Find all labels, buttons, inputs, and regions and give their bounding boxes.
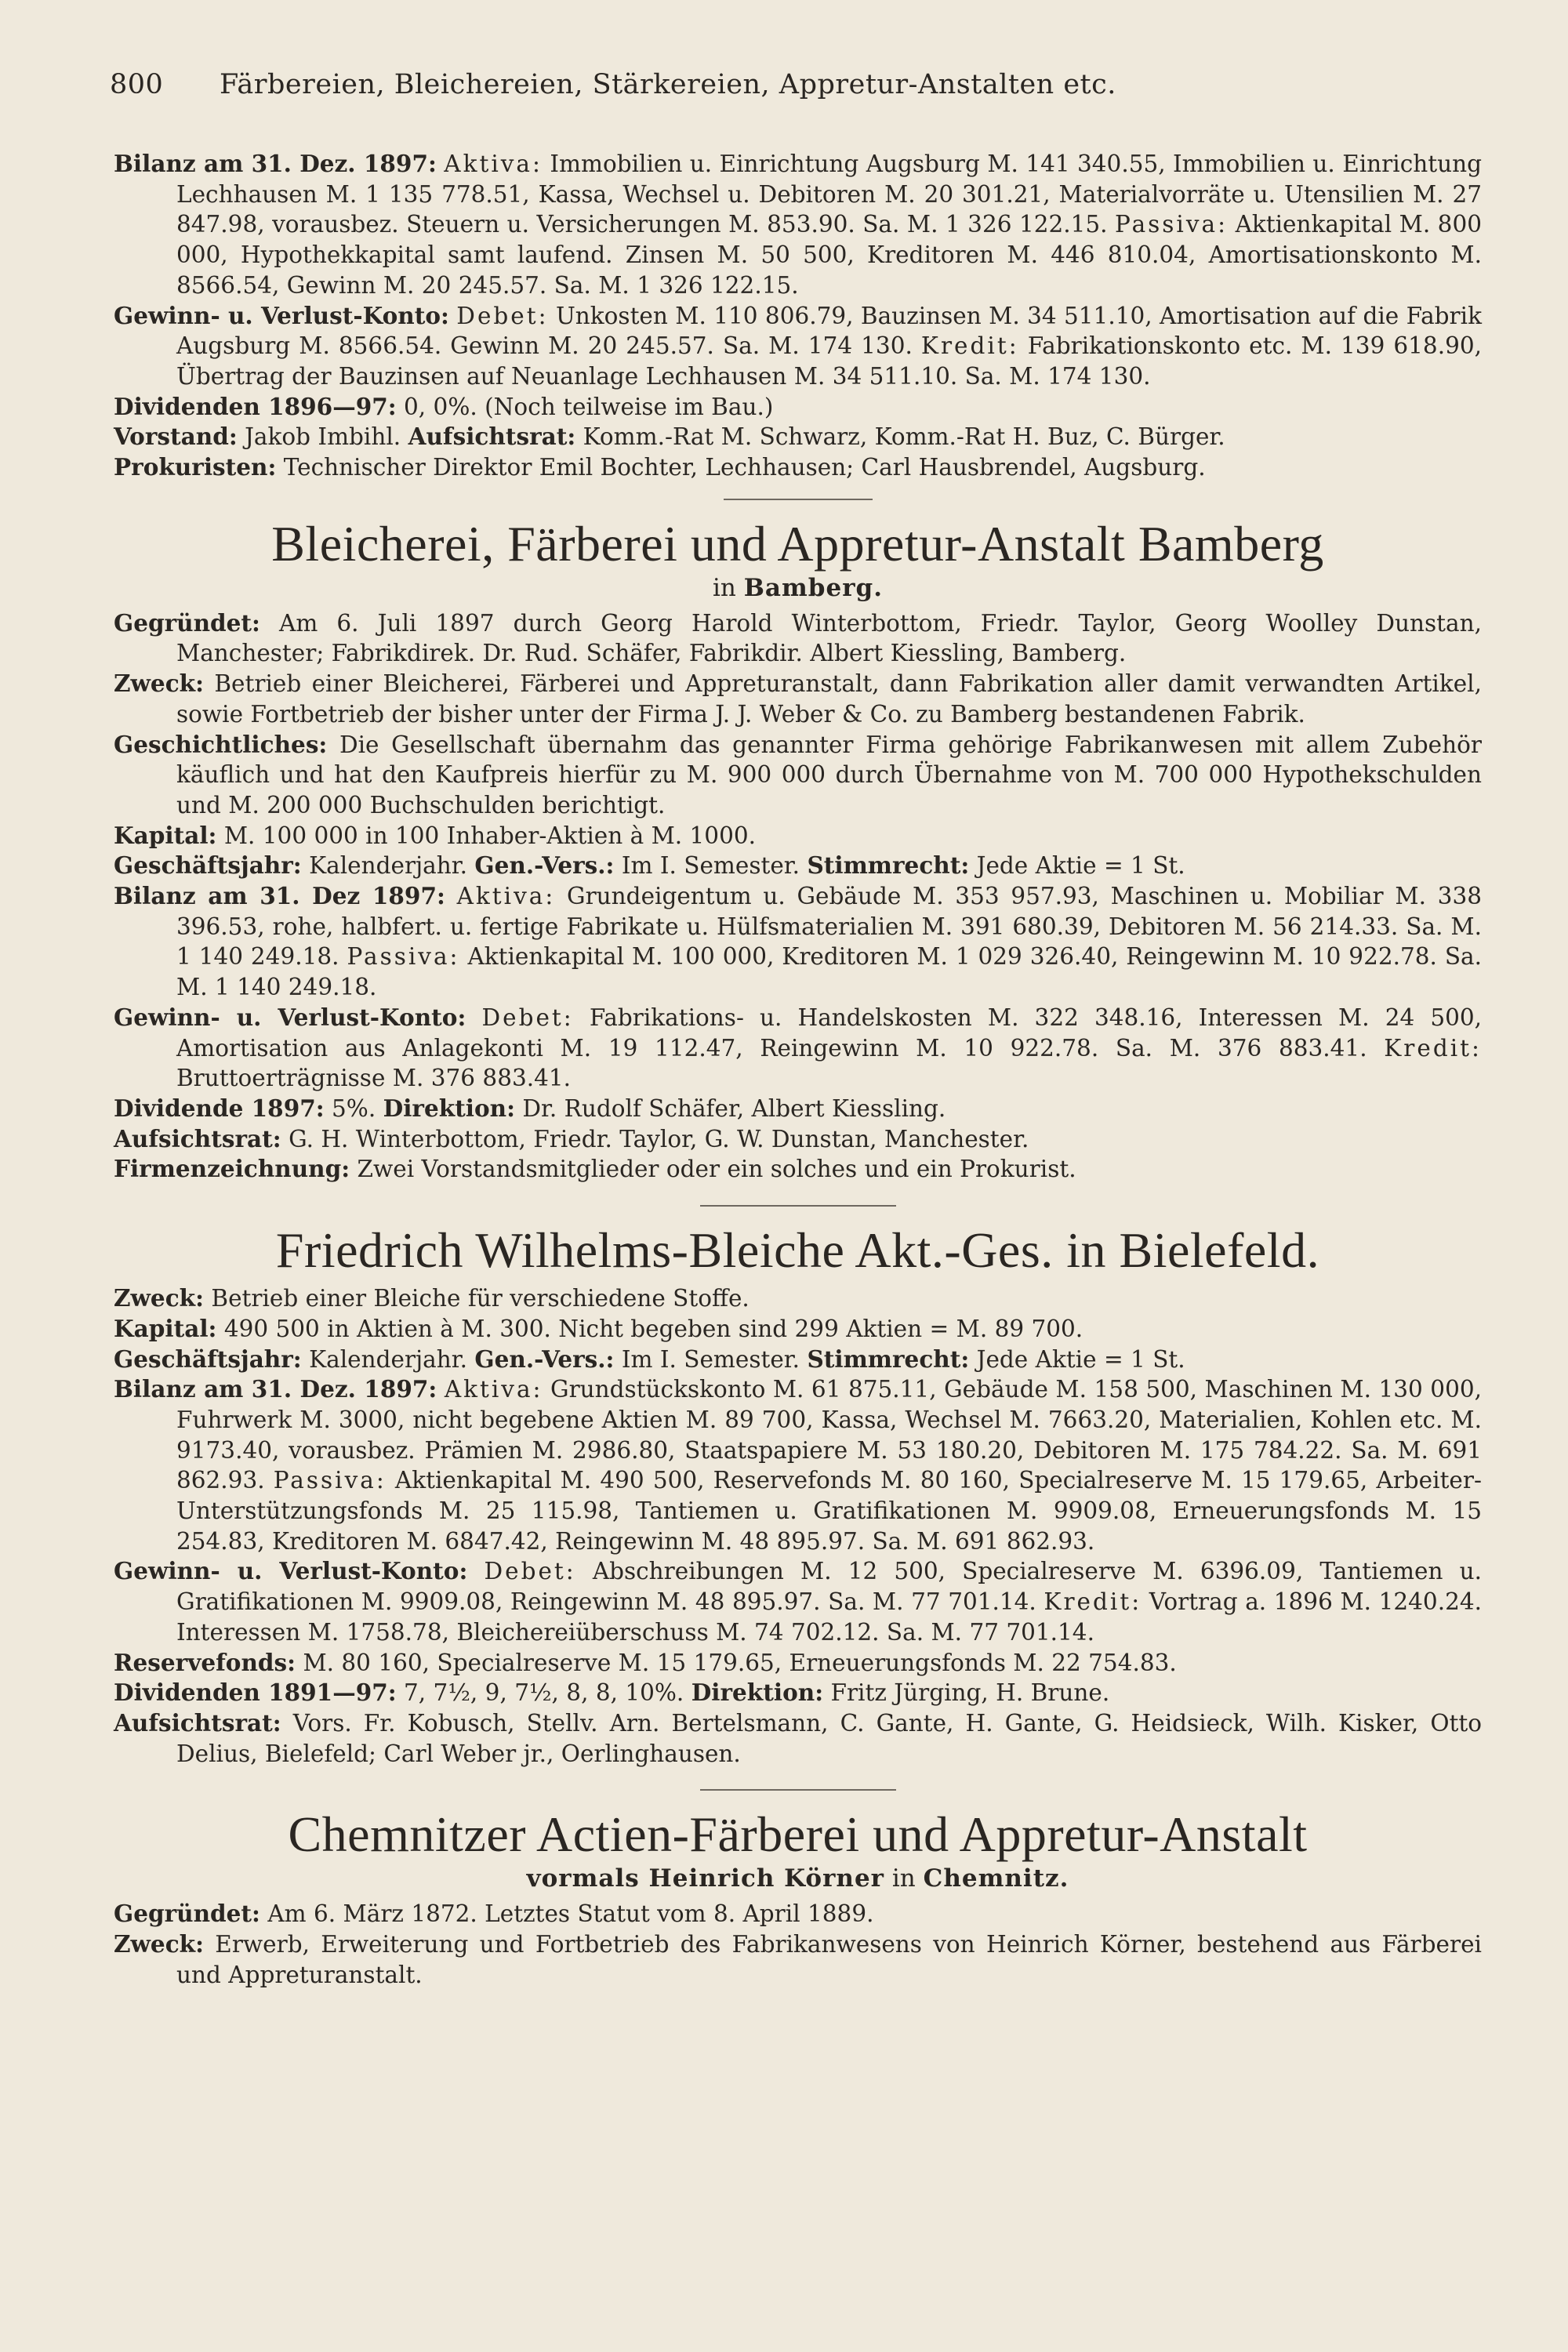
- page-content: [114, 149, 1482, 1990]
- company-subtitle-chemnitz: [114, 1863, 1482, 1894]
- text-direktion: Fritz Jürging, H. Brune.: [830, 1679, 1110, 1707]
- entry-gegruendet: [114, 608, 1482, 669]
- text-guv-debet: Unkosten M. 110 806.79, Bauzinsen M. 34 511.10, Amortisation auf die Fabrik Augsburg M. 8566.54. Gewinn M. 20 245.57. Sa. M. 174 130.: [176, 302, 1482, 360]
- label-dividenden: Dividenden 1891—97:: [114, 1679, 397, 1707]
- text-gegruendet: Am 6. März 1872. Letztes Statut vom 8. April 1889.: [267, 1900, 874, 1928]
- text-geschaeftsjahr: Kalenderjahr.: [309, 1345, 468, 1373]
- entry-aufsichtsrat: [114, 1124, 1482, 1155]
- text-gen-vers: Im I. Semester.: [621, 1345, 800, 1373]
- label-bilanz: Bilanz am 31. Dez. 1897:: [114, 150, 437, 177]
- text-zweck: Erwerb, Erweiterung und Fortbetrieb des Fabrikanwesens von Heinrich Körner, bestehend aus Färberei und Appreturanstalt.: [176, 1931, 1482, 1988]
- label-stimmrecht: Stimmrecht:: [807, 851, 970, 880]
- entry-vorstand: [114, 422, 1482, 452]
- text-stimmrecht: Jede Aktie = 1 St.: [976, 1345, 1185, 1373]
- text-gegruendet: Am 6. Juli 1897 durch Georg Harold Winterbottom, Friedr. Taylor, Georg Woolley Dunstan, Manchester; Fabrikdirek. Dr. Rud. Schäfer, Fabrikdir. Albert Kiessling, Bamberg.: [176, 609, 1482, 667]
- text-zweck: Betrieb einer Bleiche für verschiedene Stoffe.: [211, 1285, 750, 1312]
- running-title: Färbereien, Bleichereien, Stärkereien, Appretur-Anstalten etc.: [220, 69, 1116, 100]
- company-title-chemnitz: Chemnitzer Actien-Färberei und Appretur-Anstalt: [288, 1806, 1308, 1863]
- label-aufsichtsrat: Aufsichtsrat:: [114, 1708, 281, 1737]
- label-gen-vers: Gen.-Vers.:: [474, 851, 615, 880]
- word-passiva: Passiva:: [273, 1467, 387, 1494]
- text-bilanz-aktiva: Immobilien u. Einrichtung Augsburg M. 141 340.55, Immobilien u. Einrichtung Lechhausen M. 1 135 778.51, Kassa, Wechsel u. Debitoren M. 20 301.21, Materialvorräte u. Utensilien M. 27 847.98, vorausbez. Steuern u. Versicherungen M. 853.90. Sa. M. 1 326 122.15.: [176, 151, 1482, 238]
- company-title-bamberg: Bleicherei, Färberei und Appretur-Anstalt Bamberg: [271, 515, 1324, 572]
- subtitle-place: Bamberg.: [743, 573, 884, 602]
- text-bilanz-passiva: Aktienkapital M. 100 000, Kreditoren M. 1 029 326.40, Reingewinn M. 10 922.78. Sa. M. 1 140 249.18.: [176, 943, 1482, 1001]
- entry-zweck: [114, 669, 1482, 729]
- entry-kapital: [114, 1314, 1482, 1345]
- word-debet: Debet:: [484, 1558, 576, 1585]
- label-kapital: Kapital:: [114, 1314, 217, 1342]
- label-reservefonds: Reservefonds:: [114, 1648, 296, 1676]
- text-dividenden: 7, 7½, 9, 7½, 8, 8, 10%.: [404, 1679, 684, 1707]
- text-guv-debet: Abschreibungen M. 12 500, Specialreserve M. 6396.09, Tantiemen u. Gratifikationen M. 9909.08, Reingewinn M. 48 895.97. Sa. M. 77 701.14.: [176, 1558, 1482, 1616]
- label-zweck: Zweck:: [114, 1930, 204, 1958]
- entry-guv: [114, 1003, 1482, 1094]
- entry-reservefonds: [114, 1648, 1482, 1679]
- label-zweck: Zweck:: [114, 670, 204, 698]
- text-dividenden: 0, 0%. (Noch teilweise im Bau.): [404, 393, 774, 420]
- text-bilanz-passiva: Aktienkapital M. 490 500, Reservefonds M. 80 160, Specialreserve M. 15 179.65, Arbeiter-Unterstützungsfonds M. 25 115.98, Tantiemen u. Gratifikationen M. 9909.08, Erneuerungsfonds M. 15 254.83, Kreditoren M. 6847.42, Reingewinn M. 48 895.97. Sa. M. 691 862.93.: [176, 1467, 1482, 1555]
- subtitle-in: in: [712, 573, 736, 602]
- text-aufsichtsrat: Vors. Fr. Kobusch, Stellv. Arn. Bertelsmann, C. Gante, H. Gante, G. Heidsieck, Wilh. Kisker, Otto Delius, Bielefeld; Carl Weber jr., Oerlinghausen.: [176, 1709, 1482, 1767]
- entry-geschichtliches: [114, 730, 1482, 821]
- text-prokuristen: Technischer Direktor Emil Bochter, Lechhausen; Carl Hausbrendel, Augsburg.: [283, 454, 1206, 481]
- text-bilanz-aktiva: Grundeigentum u. Gebäude M. 353 957.93, Maschinen u. Mobiliar M. 338 396.53, rohe, halbfert. u. fertige Fabrikate u. Hülfsmaterialien M. 391 680.39, Debitoren M. 56 214.33. Sa. M. 1 140 249.18.: [176, 883, 1482, 971]
- text-stimmrecht: Jede Aktie = 1 St.: [976, 852, 1185, 880]
- text-dividende: 5%.: [332, 1094, 376, 1122]
- section-chemnitz: [114, 1806, 1482, 1990]
- subtitle-place: Chemnitz.: [923, 1864, 1069, 1893]
- entry-zweck: [114, 1929, 1482, 1990]
- company-title-bielefeld: Friedrich Wilhelms-Bleiche Akt.-Ges. in Bielefeld.: [275, 1222, 1320, 1279]
- text-geschichtliches: Die Gesellschaft übernahm das genannter Firma gehörige Fabrikanwesen mit allem Zubehör käuflich und hat den Kaufpreis hierfür zu M. 900 000 durch Übernahme von M. 700 000 Hypothekschulden und M. 200 000 Buchschulden berichtigt.: [176, 731, 1482, 818]
- entry-aufsichtsrat: [114, 1708, 1482, 1769]
- text-kapital: M. 100 000 in 100 Inhaber-Aktien à M. 1000.: [223, 822, 756, 849]
- label-dividende: Dividende 1897:: [114, 1094, 325, 1122]
- label-firmenzeichnung: Firmenzeichnung:: [114, 1155, 350, 1183]
- entry-geschaeftsjahr: [114, 1345, 1482, 1375]
- text-bilanz-aktiva: Grundstückskonto M. 61 875.11, Gebäude M. 158 500, Maschinen M. 130 000, Fuhrwerk M. 3000, nicht begebene Aktien M. 89 700, Kassa, Wechsel M. 7663.20, Materialien, Kohlen etc. M. 9173.40, vorausbez. Prämien M. 2986.80, Staatspapiere M. 53 180.20, Debitoren M. 175 784.22. Sa. M. 691 862.93.: [176, 1376, 1482, 1494]
- entry-dividenden: [114, 392, 1482, 423]
- text-aufsichtsrat: Komm.-Rat M. Schwarz, Komm.-Rat H. Buz, C. Bürger.: [583, 423, 1225, 451]
- word-debet: Debet:: [481, 1004, 574, 1031]
- text-guv-kredit: Fabrikationskonto etc. M. 139 618.90, Übertrag der Bauzinsen auf Neuanlage Lechhausen M. 34 511.10. Sa. M. 174 130.: [176, 332, 1482, 390]
- entry-guv: [114, 1556, 1482, 1647]
- text-direktion: Dr. Rudolf Schäfer, Albert Kiessling.: [522, 1094, 946, 1122]
- section-bielefeld: [114, 1222, 1482, 1769]
- entry-geschaeftsjahr: [114, 851, 1482, 881]
- entry-bilanz: [114, 881, 1482, 1003]
- entry-prokuristen: [114, 452, 1482, 483]
- label-guv: Gewinn- u. Verlust-Konto:: [114, 301, 449, 329]
- entry-guv: [114, 301, 1482, 392]
- label-direktion: Direktion:: [691, 1679, 824, 1707]
- section-bamberg: [114, 516, 1482, 1185]
- label-stimmrecht: Stimmrecht:: [807, 1345, 970, 1373]
- word-aktiva: Aktiva:: [444, 1376, 543, 1403]
- label-geschaeftsjahr: Geschäftsjahr:: [114, 1345, 302, 1373]
- divider-rule: [700, 1789, 896, 1791]
- entry-firmenzeichnung: [114, 1154, 1482, 1185]
- divider-rule: [724, 499, 873, 500]
- subtitle-prefix: vormals Heinrich Körner: [526, 1864, 885, 1893]
- word-passiva: Passiva:: [347, 943, 460, 971]
- entry-bilanz: [114, 1374, 1482, 1556]
- label-aufsichtsrat: Aufsichtsrat:: [408, 423, 576, 451]
- label-direktion: Direktion:: [383, 1094, 515, 1122]
- label-gegruendet: Gegründet:: [114, 608, 260, 637]
- text-vorstand: Jakob Imbihl.: [245, 423, 401, 451]
- label-guv: Gewinn- u. Verlust-Konto:: [114, 1557, 468, 1585]
- label-zweck: Zweck:: [114, 1284, 204, 1312]
- text-guv-kredit: Bruttoerträgnisse M. 376 883.41.: [176, 1065, 572, 1092]
- label-bilanz: Bilanz am 31. Dez. 1897:: [114, 1375, 437, 1403]
- word-aktiva: Aktiva:: [456, 883, 556, 910]
- entry-gegruendet: [114, 1899, 1482, 1929]
- text-kapital: 490 500 in Aktien à M. 300. Nicht begeben sind 299 Aktien = M. 89 700.: [223, 1315, 1083, 1342]
- page-header: [110, 69, 1490, 100]
- label-geschaeftsjahr: Geschäftsjahr:: [114, 851, 302, 880]
- text-geschaeftsjahr: Kalenderjahr.: [309, 852, 468, 880]
- text-bilanz-passiva: Aktienkapital M. 800 000, Hypothekkapital samt laufend. Zinsen M. 50 500, Kreditoren M. 446 810.04, Amortisationskonto M. 8566.54, Gewinn M. 20 245.57. Sa. M. 1 326 122.15.: [176, 211, 1482, 299]
- entry-zweck: [114, 1283, 1482, 1314]
- word-aktiva: Aktiva:: [444, 151, 543, 177]
- text-gen-vers: Im I. Semester.: [621, 852, 800, 880]
- label-geschichtliches: Geschichtliches:: [114, 730, 328, 758]
- entry-bilanz: [114, 149, 1482, 301]
- text-aufsichtsrat: G. H. Winterbottom, Friedr. Taylor, G. W. Dunstan, Manchester.: [289, 1125, 1029, 1152]
- entry-kapital: [114, 821, 1482, 851]
- subtitle-in: in: [891, 1864, 916, 1893]
- word-kredit: Kredit:: [1044, 1588, 1142, 1616]
- page-number: 800: [110, 69, 164, 100]
- word-debet: Debet:: [456, 302, 549, 329]
- word-kredit: Kredit:: [1384, 1034, 1482, 1062]
- label-bilanz: Bilanz am 31. Dez 1897:: [114, 882, 445, 910]
- label-kapital: Kapital:: [114, 821, 217, 849]
- entry-dividende: [114, 1094, 1482, 1124]
- entry-dividenden: [114, 1678, 1482, 1708]
- label-guv: Gewinn- u. Verlust-Konto:: [114, 1003, 466, 1031]
- word-kredit: Kredit:: [920, 332, 1019, 360]
- label-vorstand: Vorstand:: [114, 423, 238, 451]
- label-dividenden: Dividenden 1896—97:: [114, 392, 397, 420]
- text-guv-debet: Fabrikations- u. Handelskosten M. 322 348.16, Interessen M. 24 500, Amortisation aus Anlagekonti M. 19 112.47, Reingewinn M. 10 922.78. Sa. M. 376 883.41.: [176, 1004, 1483, 1062]
- text-zweck: Betrieb einer Bleicherei, Färberei und Appreturanstalt, dann Fabrikation aller damit verwandten Artikel, sowie Fortbetrieb der bisher unter der Firma J. J. Weber & Co. zu Bamberg bestandenen Fabrik.: [176, 670, 1482, 728]
- text-reservefonds: M. 80 160, Specialreserve M. 15 179.65, Erneuerungsfonds M. 22 754.83.: [303, 1649, 1177, 1676]
- company-subtitle-bamberg: [114, 572, 1482, 604]
- section-augsburg-continuation: [114, 149, 1482, 483]
- text-guv-kredit: Vortrag a. 1896 M. 1240.24. Interessen M. 1758.78, Bleichereiüberschuss M. 74 702.12. Sa. M. 77 701.14.: [176, 1588, 1482, 1646]
- divider-rule: [700, 1205, 896, 1207]
- label-gen-vers: Gen.-Vers.:: [474, 1345, 615, 1373]
- label-aufsichtsrat: Aufsichtsrat:: [114, 1124, 281, 1152]
- text-firmenzeichnung: Zwei Vorstandsmitglieder oder ein solches und ein Prokurist.: [357, 1156, 1076, 1183]
- word-passiva: Passiva:: [1115, 211, 1229, 238]
- label-gegruendet: Gegründet:: [114, 1900, 260, 1928]
- label-prokuristen: Prokuristen:: [114, 453, 277, 481]
